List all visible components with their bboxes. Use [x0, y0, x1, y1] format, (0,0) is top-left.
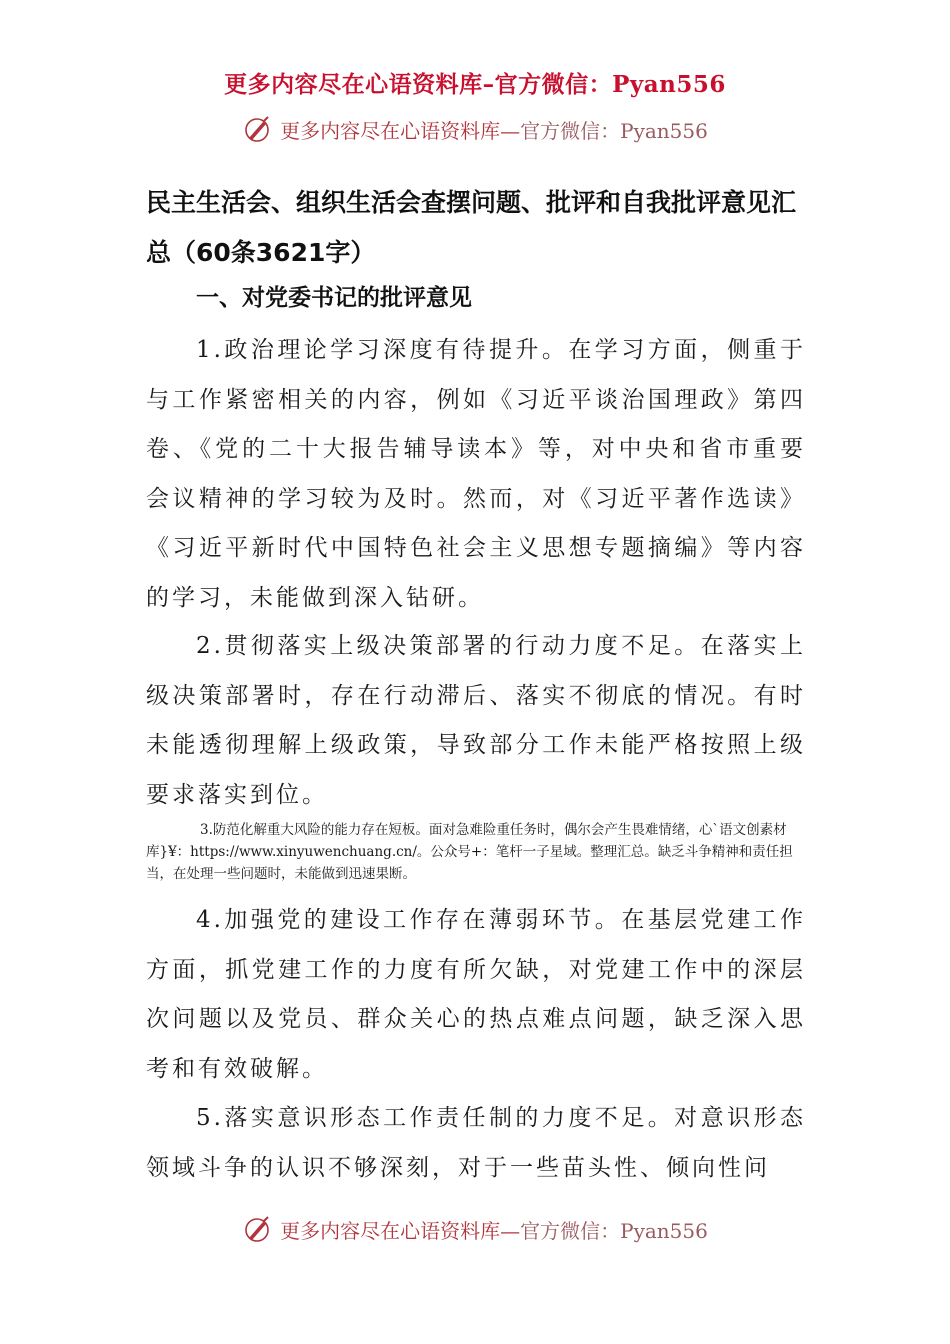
- list-item: 5.落实意识形态工作责任制的力度不足。对意识形态领域斗争的认识不够深刻，对于一些苗头性、倾向性问: [146, 1105, 806, 1181]
- watermark-slogan: 更多内容尽在心语资料库: [280, 1218, 501, 1243]
- watermark-text: [280, 1215, 708, 1244]
- list-item: 2.贯彻落实上级决策部署的行动力度不足。在落实上级决策部署时，存在行动滞后、落实不彻底的情况。有时未能透彻理解上级政策，导致部分工作未能严格按照上级要求落实到位。: [146, 633, 806, 808]
- top-banner: 更多内容尽在心语资料库–官方微信：Pyan556: [224, 71, 726, 98]
- watermark-top: [0, 114, 950, 144]
- watermark-separator: —: [500, 118, 521, 143]
- list-item: 3.防范化解重大风险的能力存在短板。面对急难险重任务时，偶尔会产生畏难情绪，心`语文创素材库}¥：https://www.xinyuwenchuang.cn/。公众号+：笔杆一子星域。整理汇总。缺乏斗争精神和责任担当，在处理一些问题时，未能做到迅速果断。: [146, 822, 793, 882]
- watermark-slogan: 更多内容尽在心语资料库: [280, 118, 501, 143]
- watermark-bottom: [0, 1214, 950, 1244]
- pen-circle-logo-icon: [242, 1214, 272, 1244]
- watermark-wechat: 官方微信：Pyan556: [520, 118, 708, 143]
- page-title: 民主生活会、组织生活会查摆问题、批评和自我批评意见汇总（60条3621字）: [146, 188, 797, 267]
- pen-circle-logo-icon: [242, 114, 272, 144]
- list-item: 1.政治理论学习深度有待提升。在学习方面，侧重于与工作紧密相关的内容，例如《习近平谈治国理政》第四卷、《党的二十大报告辅导读本》等，对中央和省市重要会议精神的学习较为及时。然而，对《习近平著作选读》《习近平新时代中国特色社会主义思想专题摘编》等内容的学习，未能做到深入钻研。: [146, 337, 806, 611]
- section-heading: 一、对党委书记的批评意见: [196, 285, 472, 311]
- watermark-text: [280, 115, 708, 144]
- list-item: 4.加强党的建设工作存在薄弱环节。在基层党建工作方面，抓党建工作的力度有所欠缺，对党建工作中的深层次问题以及党员、群众关心的热点难点问题，缺乏深入思考和有效破解。: [146, 907, 806, 1082]
- watermark-separator: —: [500, 1218, 521, 1243]
- watermark-wechat: 官方微信：Pyan556: [520, 1218, 708, 1243]
